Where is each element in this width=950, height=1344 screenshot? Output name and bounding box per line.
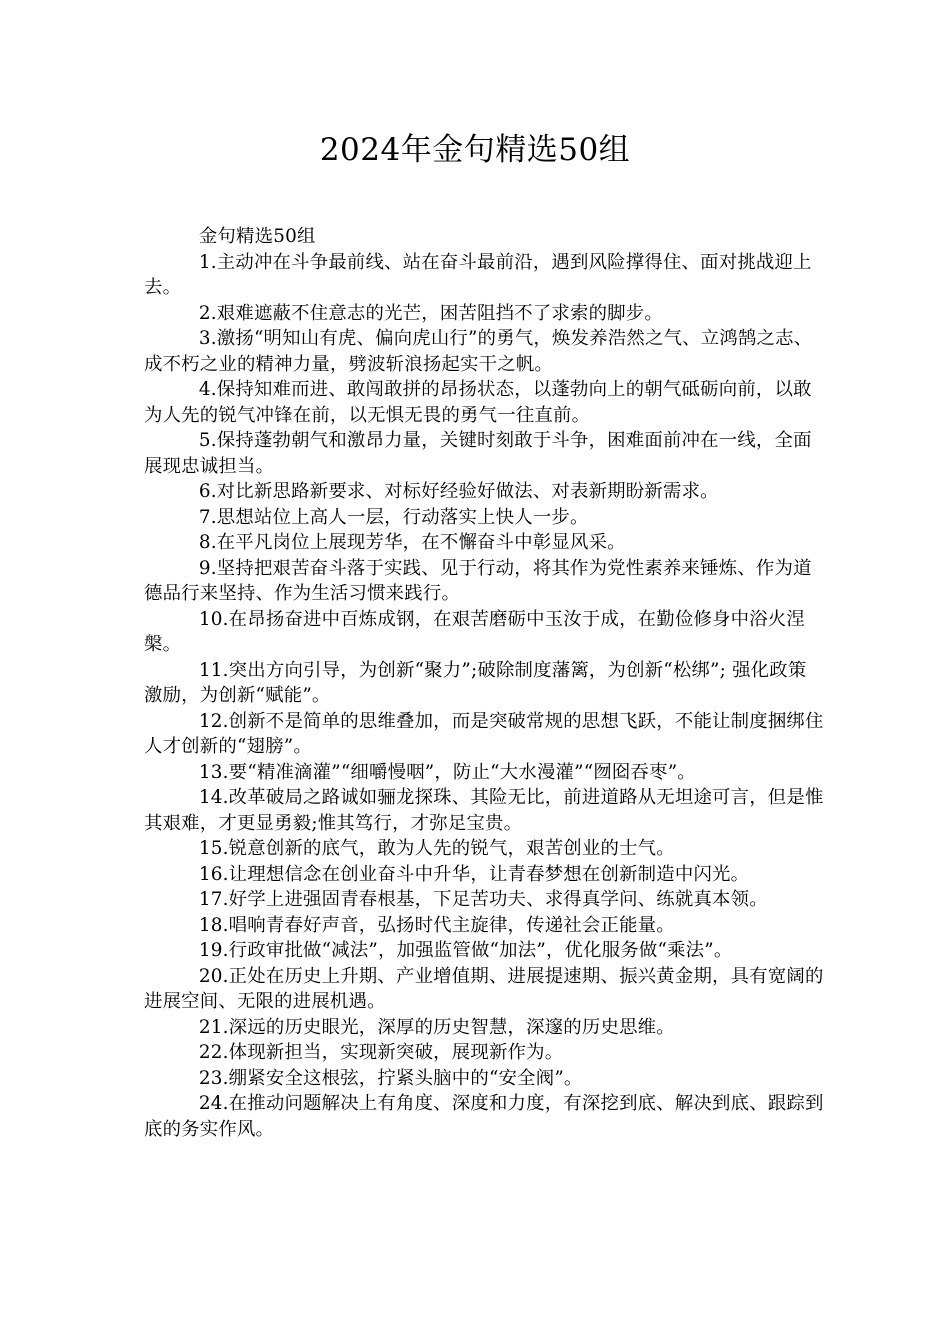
list-item: 8.在平凡岗位上展现芳华，在不懈奋斗中彰显风采。 [198,532,626,553]
list-item: 2.艰难遮蔽不住意志的光芒，困苦阻挡不了求索的脚步。 [198,302,663,324]
list-item: 22.体现新担当，实现新突破，展现新作为。 [198,1042,564,1063]
subheading: 金句精选50组 [198,226,316,247]
document-title: 2024年金句精选50组 [319,132,631,168]
list-item: 13.要“精准滴灌”“细嚼慢咽”，防止“大水漫灌”“囫囵吞枣”。 [198,761,696,783]
list-item: 18.唱响青春好声音，弘扬时代主旋律，传递社会正能量。 [198,914,675,936]
list-item: 16.让理想信念在创业奋斗中升华，让青春梦想在创新制造中闪光。 [198,863,750,885]
list-item: 6.对比新思路新要求、对标好经验好做法、对表新期盼新需求。 [198,481,719,502]
list-item: 9.坚持把艰苦奋斗落于实践、见于行动，将其作为党性素养来锤炼、作为道德品行来坚持、作为生活习惯来践行。 [144,557,812,604]
list-item: 4.保持知难而进、敢闯敢拼的昂扬状态，以蓬勃向上的朝气砥砺向前，以敢为人先的锐气冲锋在前，以无惧无畏的勇气一往直前。 [144,379,812,426]
list-item: 23.绷紧安全这根弦，拧紧头脑中的“安全阀”。 [198,1067,583,1089]
list-item: 3.激扬“明知山有虎、偏向虎山行”的勇气，焕发养浩然之气、立鸿鹄之志、成不朽之业的精神力量，劈波斩浪扬起实干之帆。 [144,328,813,375]
list-item: 19.行政审批做“减法”，加强监管做“加法”，优化服务做“乘法”。 [198,940,733,961]
list-item: 10.在昂扬奋进中百炼成钢，在艰苦磨砺中玉汝于成，在勤俭修身中浴火涅槃。 [144,608,805,655]
list-item: 15.锐意创新的底气，敢为人先的锐气，艰苦创业的士气。 [198,838,675,859]
document-body [144,224,824,1142]
list-item: 17.好学上进强固青春根基，下足苦功夫、求得真学问、练就真本领。 [198,889,768,910]
list-item: 12.创新不是简单的思维叠加，而是突破常规的思想飞跃，不能让制度捆绑住人才创新的“翅膀”。 [144,710,824,757]
list-item: 7.思想站位上高人一层，行动落实上快人一步。 [198,506,589,528]
list-item: 21.深远的历史眼光，深厚的历史智慧，深邃的历史思维。 [198,1016,675,1038]
list-item: 1.主动冲在斗争最前线、站在奋斗最前沿，遇到风险撑得住、面对挑战迎上去。 [144,251,812,298]
list-item: 5.保持蓬勃朝气和激昂力量，关键时刻敢于斗争，困难面前冲在一线，全面展现忠诚担当。 [144,430,812,477]
list-item: 20.正处在历史上升期、产业增值期、进展提速期、振兴黄金期，具有宽阔的进展空间、无限的进展机遇。 [144,965,824,1012]
list-item: 11.突出方向引导，为创新“聚力”;破除制度藩篱，为创新“松绑”; 强化政策激励，为创新“赋能”。 [144,659,807,706]
list-item: 14.改革破局之路诚如骊龙探珠、其险无比，前进道路从无坦途可言，但是惟其艰难，才更显勇毅;惟其笃行，才弥足宝贵。 [144,787,824,834]
list-item: 24.在推动问题解决上有角度、深度和力度，有深挖到底、解决到底、跟踪到底的务实作风。 [144,1093,824,1140]
